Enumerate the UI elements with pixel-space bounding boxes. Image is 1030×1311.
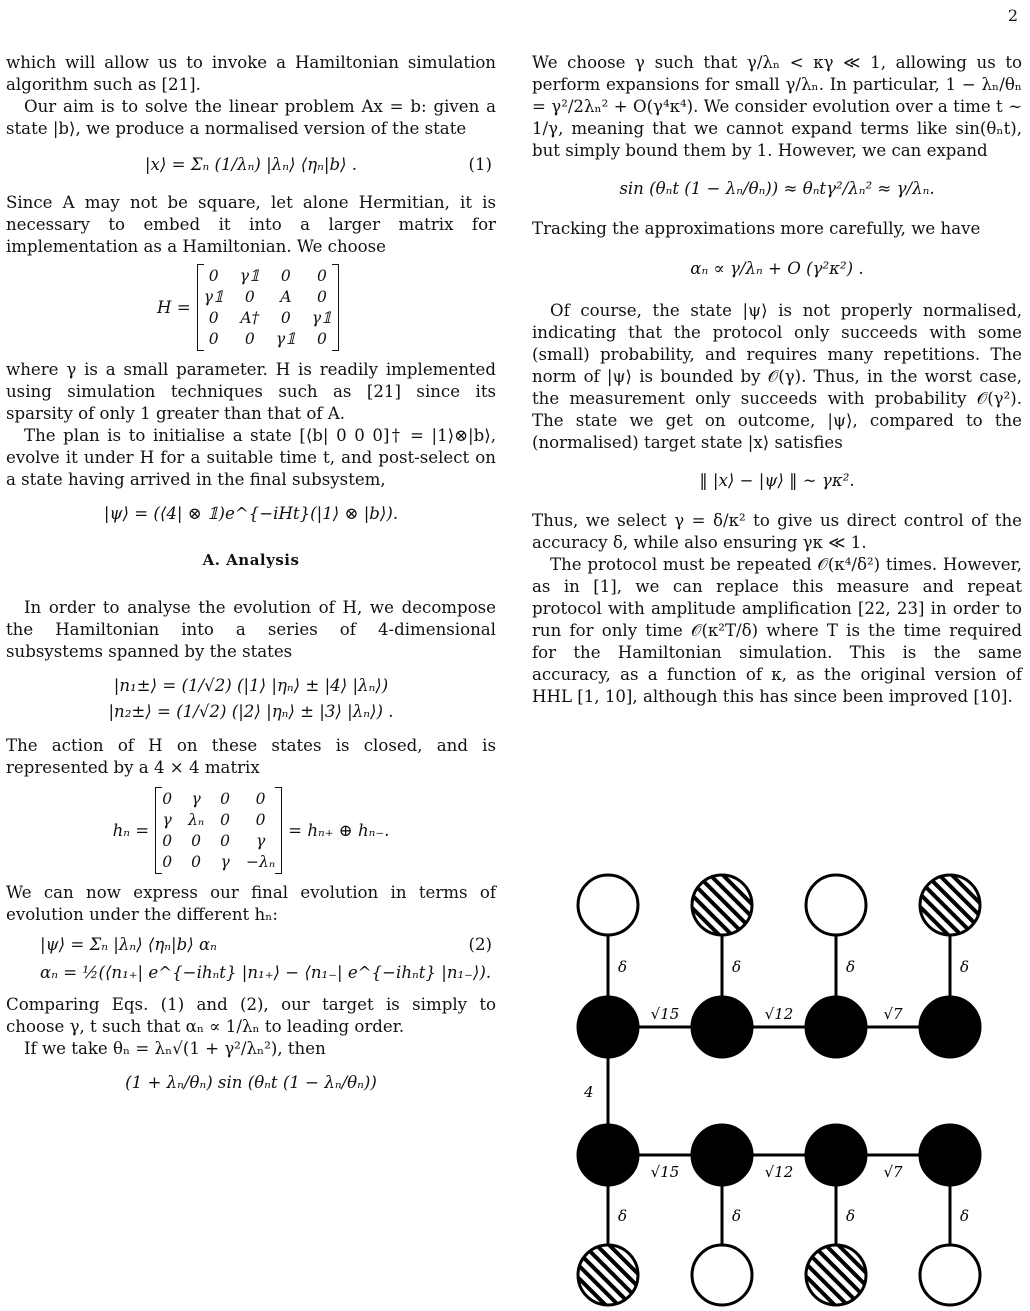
- filled-node: [578, 997, 638, 1057]
- matrix-entry: 0: [208, 267, 219, 285]
- h-matrix: [197, 264, 339, 351]
- paragraph: Our aim is to solve the linear problem Ax = b: given a state |b⟩, we produce a normalised version of the state: [6, 97, 496, 138]
- filled-node: [806, 997, 866, 1057]
- equation-1: [6, 154, 496, 176]
- equation-text: |x⟩ = Σₙ (1/λₙ) |λₙ⟩ ⟨ηₙ|b⟩ .: [144, 155, 358, 174]
- page-number: 2: [1007, 6, 1018, 25]
- equation-text: αₙ ∝ γ/λₙ + O (γ²κ²) .: [690, 259, 864, 278]
- h-label: H =: [157, 297, 191, 317]
- delta-label: δ: [618, 1207, 628, 1225]
- paragraph: The protocol must be repeated 𝒪(κ⁴/δ²) times. However, as in [1], we can replace this measure and repeat protocol with amplitude amplification [22, 23] in order to run for only time 𝒪(κ²T/δ) where T is the time required for the Hamiltonian simulation. This is the same accuracy, as a function of κ, as the original version of HHL [1, 10], although this has since been improved [10].: [532, 555, 1022, 706]
- matrix-entry: 0: [244, 330, 255, 348]
- filled-node: [692, 997, 752, 1057]
- bottom-node-open: [920, 1245, 980, 1305]
- spin-chain-figure: [560, 855, 1000, 1307]
- partial-equation: [6, 1072, 496, 1094]
- psi-equation: [6, 503, 496, 525]
- matrix-entry: −λₙ: [246, 853, 276, 871]
- matrix-entry: 0: [280, 267, 291, 285]
- filled-node: [692, 1125, 752, 1185]
- paragraph: We choose γ such that γ/λₙ < κγ ≪ 1, allowing us to perform expansions for small γ/λₙ. In particular, 1 − λₙ/θₙ = γ²/2λₙ² + O(γ⁴κ⁴). We consider evolution over a time t ∼ 1/γ, meaning that we cannot expand terms like sin(θₙt), but simply bound them by 1. However, we can expand: [532, 53, 1022, 160]
- top-node-open: [578, 875, 638, 935]
- matrix-entry: γ: [255, 832, 266, 850]
- matrix-entry: 0: [220, 811, 231, 829]
- equation-text: αₙ = ½(⟨n₁₊| e^{−ihₙt} |n₁₊⟩ − ⟨n₁₋| e^{−ihₙt} |n₁₋⟩).: [40, 963, 492, 982]
- matrix-entry: 0: [191, 853, 202, 871]
- matrix-entry: γ𝟙: [203, 288, 224, 306]
- matrix-entry: A: [280, 288, 292, 306]
- filled-node: [806, 1125, 866, 1185]
- equation-tag: (1): [468, 155, 492, 174]
- equation-text: sin (θₙt (1 − λₙ/θₙ)) ≈ θₙtγ²/λₙ² ≈ γ/λₙ.: [619, 179, 935, 198]
- hn-label: hₙ =: [112, 820, 150, 840]
- matrix-entry: 0: [220, 832, 231, 850]
- matrix-entry: 0: [316, 288, 327, 306]
- matrix-entry: 0: [220, 790, 231, 808]
- matrix-entry: 0: [255, 811, 266, 829]
- equation-text: |n₁±⟩ = (1/√2) (|1⟩ |ηₙ⟩ ± |4⟩ |λₙ⟩): [113, 676, 389, 695]
- matrix-entry: γ𝟙: [311, 309, 332, 327]
- link-label: 4: [584, 1083, 594, 1101]
- paragraph: Since A may not be square, let alone Hermitian, it is necessary to embed it into a larger matrix for implementation as a Hamiltonian. We choose: [6, 193, 496, 256]
- equation-text: (1 + λₙ/θₙ) sin (θₙt (1 − λₙ/θₙ)): [125, 1073, 377, 1092]
- equation-text: |ψ⟩ = (⟨4| ⊗ 𝟙)e^{−iHt}(|1⟩ ⊗ |b⟩).: [103, 504, 399, 523]
- coupling-label: √12: [764, 1163, 794, 1181]
- paragraph: Of course, the state |ψ⟩ is not properly normalised, indicating that the protocol only succeeds with some (small) probability, and requires many repetitions. The norm of |ψ⟩ is bounded by 𝒪(γ). Thus, in the worst case, the measurement only succeeds with probability 𝒪(γ²). The state we get on outcome, |ψ⟩, compared to the (normalised) target state |x⟩ satisfies: [532, 301, 1022, 452]
- top-node-open: [806, 875, 866, 935]
- paragraph: which will allow us to invoke a Hamiltonian simulation algorithm such as [21].: [6, 53, 496, 94]
- matrix-entry: A†: [240, 309, 260, 327]
- right-column: [532, 52, 1022, 708]
- paragraph: Comparing Eqs. (1) and (2), our target is simply to choose γ, t such that αₙ ∝ 1/λₙ to leading order.: [6, 995, 496, 1036]
- n1-equation: [6, 675, 496, 697]
- matrix-entry: 0: [162, 853, 173, 871]
- delta-label: δ: [846, 958, 856, 976]
- norm-equation: [532, 470, 1022, 492]
- matrix-entry: 0: [162, 790, 173, 808]
- paragraph: We can now express our final evolution in terms of evolution under the different hₙ:: [6, 883, 496, 924]
- matrix-entry: γ: [191, 790, 201, 808]
- paragraph: In order to analyse the evolution of H, we decompose the Hamiltonian into a series of 4-dimensional subsystems spanned by the states: [6, 598, 496, 661]
- equation-tag: (2): [468, 935, 492, 954]
- delta-label: δ: [618, 958, 628, 976]
- bottom-node-open: [692, 1245, 752, 1305]
- alpha-approx-equation: [532, 258, 1022, 280]
- bottom-node-hatched: [578, 1245, 638, 1305]
- paragraph: The plan is to initialise a state [⟨b| 0 0 0]† = |1⟩⊗|b⟩, evolve it under H for a suitable time t, and post-select on a state having arrived in the final subsystem,: [6, 426, 496, 489]
- matrix-entry: λₙ: [188, 811, 205, 829]
- matrix-entry: 0: [208, 330, 219, 348]
- matrix-entry: γ𝟙: [239, 267, 260, 285]
- top-node-hatched: [692, 875, 752, 935]
- alpha-equation: [6, 962, 496, 984]
- delta-label: δ: [732, 1207, 742, 1225]
- matrix-entry: 0: [191, 832, 202, 850]
- bottom-node-hatched: [806, 1245, 866, 1305]
- delta-label: δ: [960, 958, 970, 976]
- paragraph: where γ is a small parameter. H is readily implemented using simulation techniques such as [21] since its sparsity of only 1 greater than that of A.: [6, 360, 496, 423]
- equation-text: ‖ |x⟩ − |ψ⟩ ‖ ∼ γκ².: [699, 471, 855, 490]
- filled-node: [920, 1125, 980, 1185]
- coupling-label: √15: [650, 1005, 680, 1023]
- paragraph: The action of H on these states is closed, and is represented by a 4 × 4 matrix: [6, 736, 496, 777]
- left-column: [6, 52, 496, 1094]
- matrix-entry: γ: [162, 811, 172, 829]
- coupling-label: √12: [764, 1005, 794, 1023]
- hn-matrix: [155, 787, 282, 874]
- delta-label: δ: [960, 1207, 970, 1225]
- spin-chain-diagram: [560, 855, 1000, 1307]
- matrix-entry: γ: [220, 853, 230, 871]
- hn-matrix-equation: [6, 787, 496, 874]
- equation-2: [6, 934, 496, 956]
- filled-node: [578, 1125, 638, 1185]
- delta-label: δ: [732, 958, 742, 976]
- paragraph: If we take θₙ = λₙ√(1 + γ²/λₙ²), then: [24, 1039, 326, 1058]
- coupling-label: √7: [883, 1163, 903, 1181]
- n2-equation: [6, 701, 496, 723]
- matrix-entry: γ𝟙: [275, 330, 296, 348]
- top-node-hatched: [920, 875, 980, 935]
- matrix-entry: 0: [316, 330, 327, 348]
- hn-tail: = hₙ₊ ⊕ hₙ₋.: [288, 820, 390, 840]
- equation-text: |n₂±⟩ = (1/√2) (|2⟩ |ηₙ⟩ ± |3⟩ |λₙ⟩) .: [108, 702, 394, 721]
- matrix-entry: 0: [208, 309, 219, 327]
- matrix-entry: 0: [162, 832, 173, 850]
- matrix-entry: 0: [316, 267, 327, 285]
- section-heading: A. Analysis: [202, 551, 300, 569]
- matrix-entry: 0: [280, 309, 291, 327]
- delta-label: δ: [846, 1207, 856, 1225]
- paragraph: Tracking the approximations more carefully, we have: [532, 219, 981, 238]
- filled-node: [920, 997, 980, 1057]
- paragraph: Thus, we select γ = δ/κ² to give us direct control of the accuracy δ, while also ensuring γκ ≪ 1.: [532, 511, 1022, 552]
- coupling-label: √15: [650, 1163, 680, 1181]
- h-matrix-equation: [6, 264, 496, 351]
- matrix-entry: 0: [244, 288, 255, 306]
- sin-equation: [532, 178, 1022, 200]
- equation-text: |ψ⟩ = Σₙ |λₙ⟩ ⟨ηₙ|b⟩ αₙ: [40, 935, 217, 954]
- matrix-entry: 0: [255, 790, 266, 808]
- coupling-label: √7: [883, 1005, 903, 1023]
